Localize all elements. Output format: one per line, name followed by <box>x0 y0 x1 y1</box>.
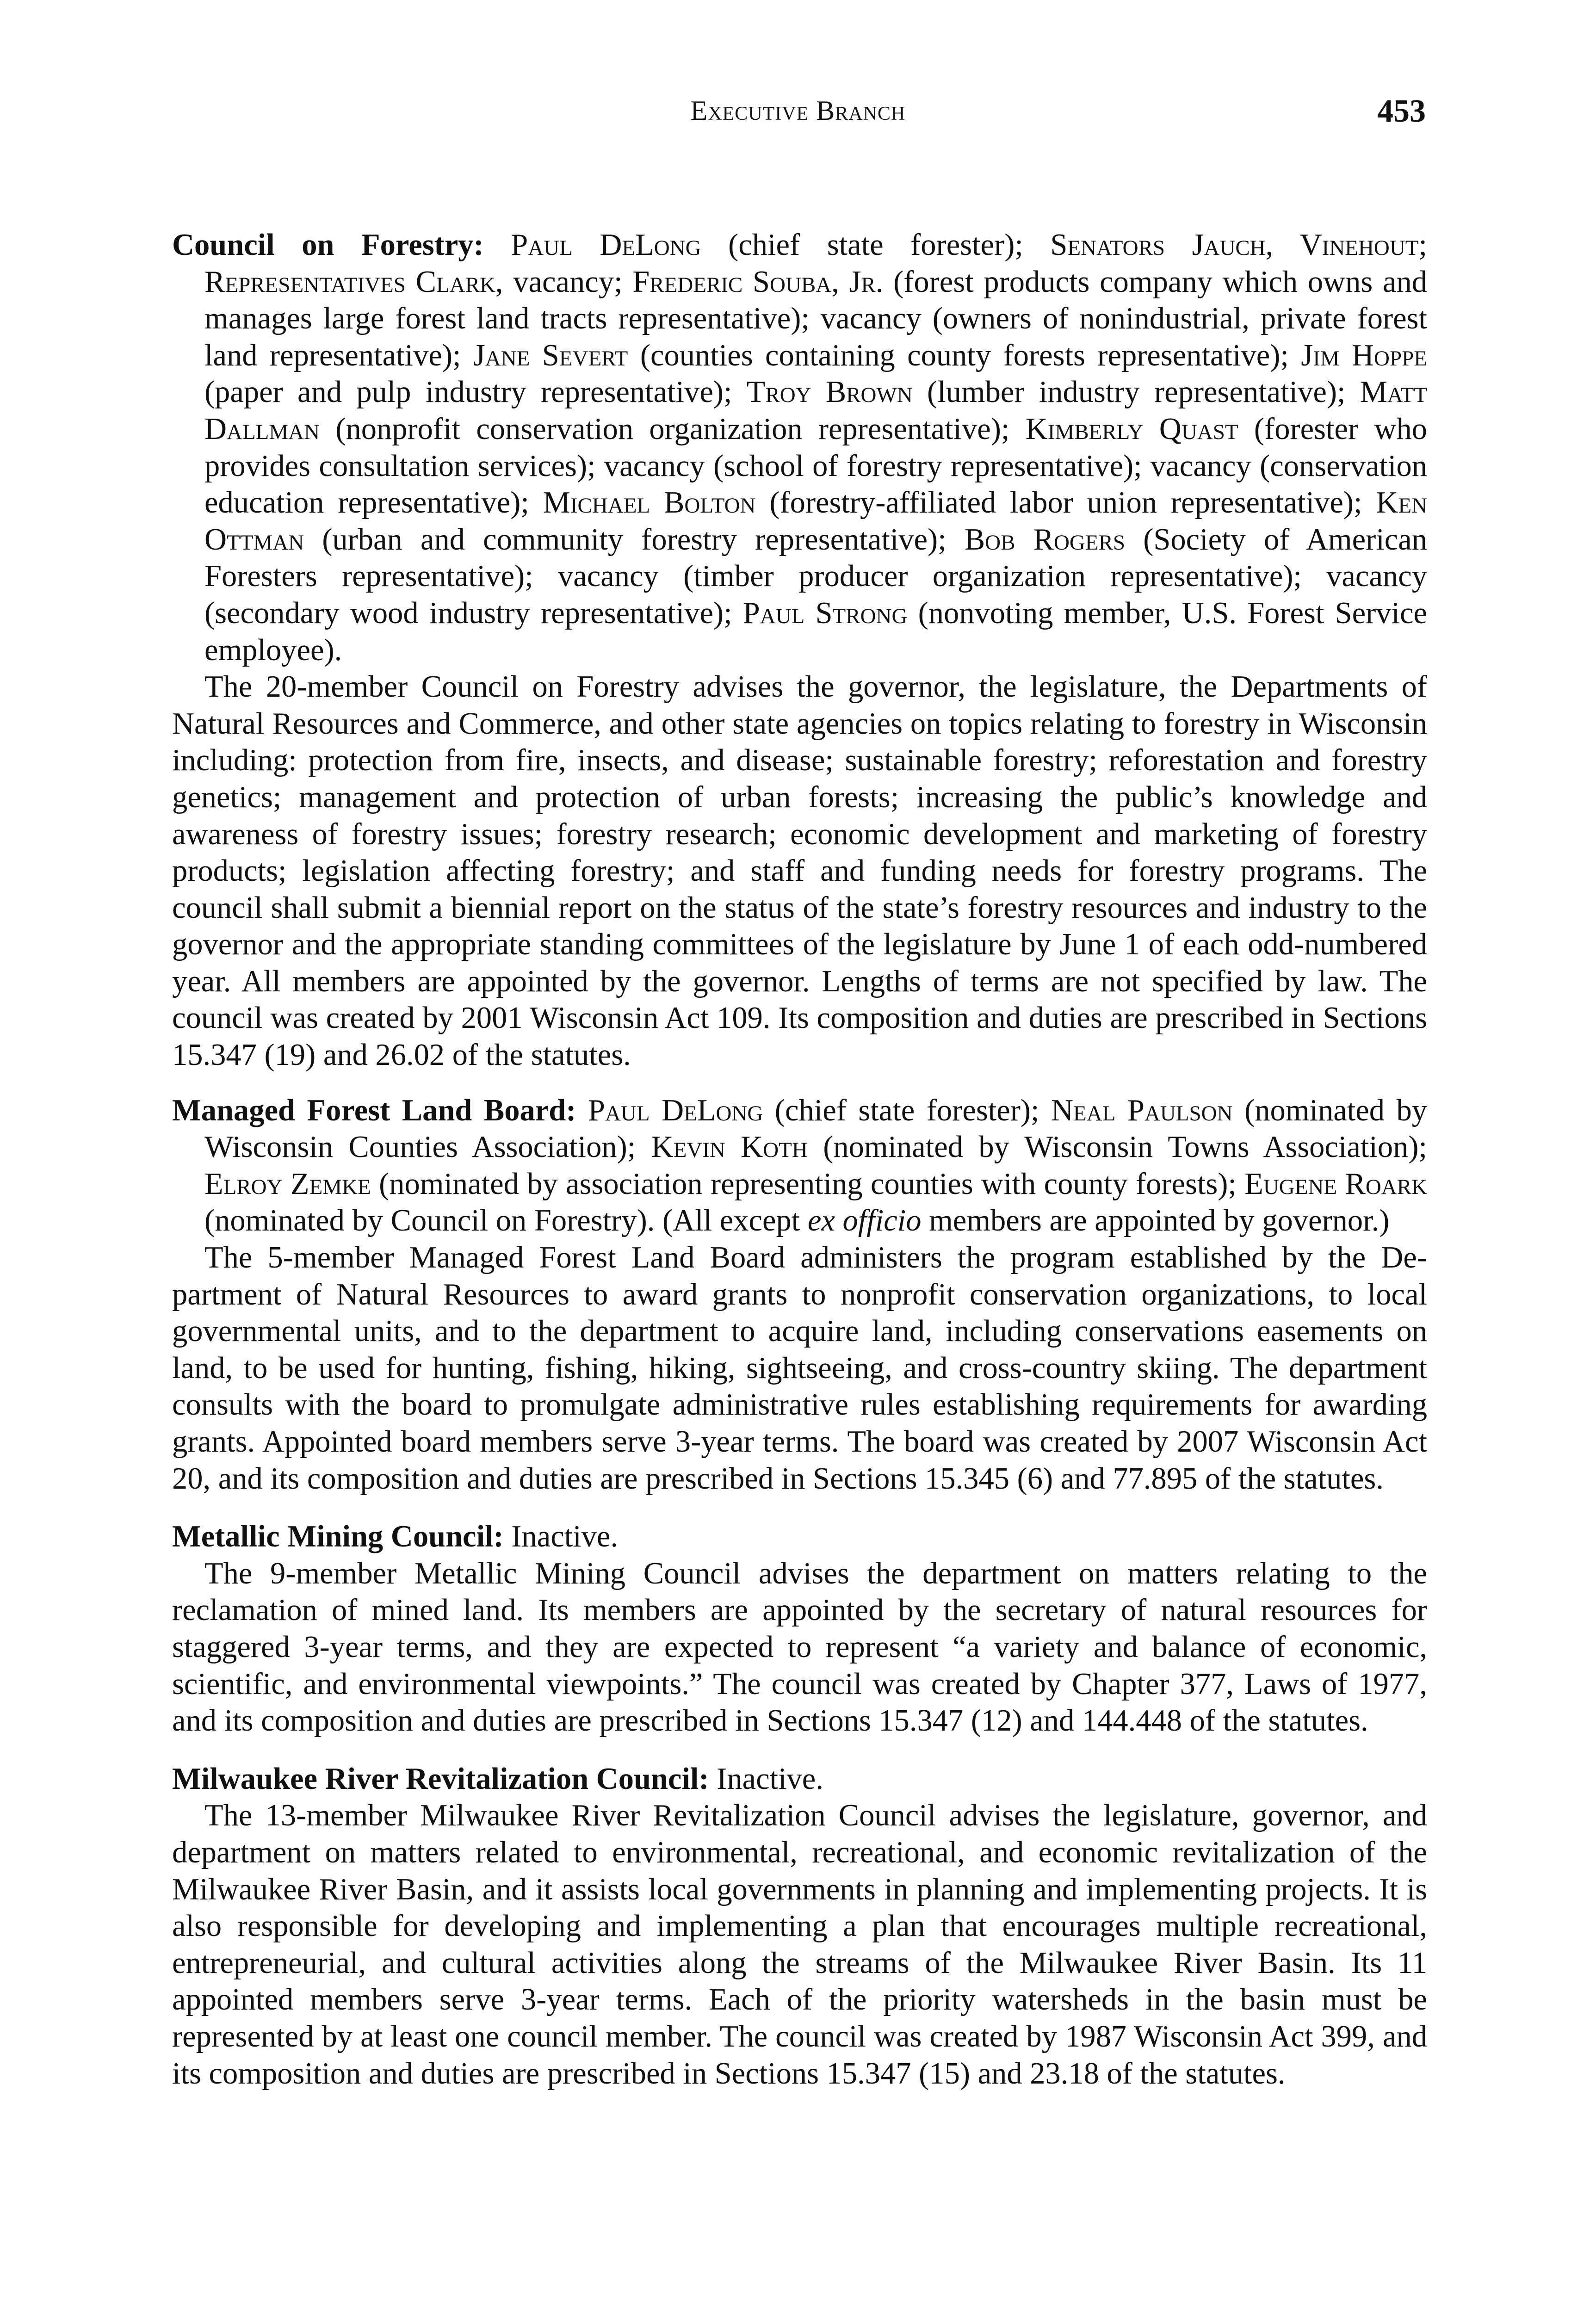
milwaukee-river-revitalization-council-description: The 13-member Milwaukee River Revitalization Council advises the legislature, governor, and department on matters related to environmental, recreational, and economic revitalization of the Milwaukee River Basin, and it assists local governments in planning and implementing projects. It is also responsible for developing and implementing a plan that encourages multiple recreational, entrepreneurial, and cultural activities along the streams of the Milwaukee River Basin. Its 11 appointed members serve 3-year terms. Each of the priority watersheds in the basin must be represented by at least one council member. The council was created by 1987 Wisconsin Act 399, and its composition and duties are prescribed in Sections 15.347 (15) and 23.18 of the statutes. <box>172 1799 1427 2090</box>
member-name: Paul Strong <box>742 596 908 630</box>
metallic-mining-council-status: Inactive. <box>503 1520 619 1554</box>
member-name: Bob Rogers <box>964 522 1126 557</box>
section-gap <box>172 1074 1427 1092</box>
member-name: Matt Dallman <box>204 375 1427 446</box>
member-text: (paper and pulp industry representative); <box>204 375 747 409</box>
council-on-forestry-description: The 20-member Council on Forestry advises the governor, the legislature, the Departments of Natural Resources and Commerce, and other state agencies on topics relating to forestry in Wisconsin including: protection from fire, insects, and disease; sustainable forestry; reforestation and forestry genetics; management and protection of urban forests; increasing the public’s knowledge and awareness of forestry issues; forestry research; economic development and marketing of forestry products; legislation affecting forestry; and staff and funding needs for forestry programs. The council shall submit a biennial report on the status of the state’s forestry resources and industry to the governor and the appropriate standing committees of the legislature by June 1 of each odd-numbered year. All members are appointed by the governor. Lengths of terms are not specified by law. The council was created by 2001 Wisconsin Act 109. Its composition and duties are prescribed in Sections 15.347 (19) and 26.02 of the statutes. <box>172 670 1427 1072</box>
running-title: Executive Branch <box>690 95 906 126</box>
member-text: (nominated by Wisconsin Counties Association); <box>204 1093 1427 1164</box>
member-text: (forestry-affiliated labor union representative); <box>755 486 1376 520</box>
member-name: Representatives Clark <box>204 265 495 299</box>
member-text <box>484 228 511 262</box>
section-gap <box>172 1739 1427 1761</box>
member-text: (chief state forester); <box>763 1093 1052 1127</box>
page-body <box>172 227 1427 2092</box>
council-on-forestry-entry <box>172 227 1427 668</box>
member-text: (nominated by association representing counties with county forests); <box>371 1167 1245 1201</box>
milwaukee-river-revitalization-council-entry <box>172 1761 1427 1798</box>
member-text: (forester who provides consultation services); vacancy (school of forestry representative); vacancy (conservation education representative); <box>204 412 1427 520</box>
council-on-forestry-heading: Council on Forestry: <box>172 228 484 262</box>
metallic-mining-council-heading: Metallic Mining Council: <box>172 1520 504 1554</box>
member-text: ex officio <box>807 1204 922 1238</box>
member-text: (nonvoting member, U.S. Forest Service employee). <box>204 596 1427 667</box>
milwaukee-river-revitalization-council-status: Inactive. <box>709 1762 823 1796</box>
council-on-forestry-members <box>204 228 1427 667</box>
member-text <box>576 1094 588 1127</box>
member-text: (nominated by Wisconsin Towns Association); <box>807 1130 1427 1164</box>
member-name: Michael Bolton <box>543 486 756 520</box>
running-head <box>0 95 1596 136</box>
member-name: Jane Severt <box>473 338 628 372</box>
member-name: Paul DeLong <box>588 1093 763 1127</box>
member-text: members are appointed by governor.) <box>921 1204 1390 1238</box>
member-name: Troy Brown <box>746 375 913 409</box>
member-name: Neal Paulson <box>1051 1093 1233 1127</box>
managed-forest-land-board-entry <box>172 1092 1427 1239</box>
member-name: Kevin Koth <box>651 1130 808 1164</box>
managed-forest-land-board-heading: Managed Forest Land Board: <box>172 1093 576 1127</box>
member-name: Eugene Roark <box>1244 1167 1427 1201</box>
member-text: (chief state forester); <box>701 228 1051 262</box>
member-text: (nonprofit conservation organization representative); <box>320 412 1026 446</box>
page-number: 453 <box>1377 93 1426 129</box>
member-text: (urban and community forestry representative); <box>304 522 965 557</box>
member-text: (counties containing county forests representative); <box>628 338 1301 372</box>
member-name: Jim Hoppe <box>1301 338 1427 372</box>
metallic-mining-council-description: The 9-member Metallic Mining Council advises the department on matters relating to the reclamation of mined land. Its members are appointed by the secretary of natural resources for staggered 3-year terms, and they are expected to represent “a variety and balance of economic, scientific, and environmental viewpoints.” The council was created by Chapter 377, Laws of 1977, and its composition and duties are prescribed in Sections 15.347 (12) and 144.448 of the statutes. <box>172 1556 1427 1738</box>
milwaukee-river-revitalization-council-heading: Milwaukee River Revitalization Council: <box>172 1762 709 1796</box>
member-text: (lumber industry representative); <box>912 375 1360 409</box>
member-text: (Society of American Foresters representative); vacancy (timber producer organization representative); vacancy (secondary wood industry representative); <box>204 522 1427 630</box>
member-name: Kimberly Quast <box>1025 412 1238 446</box>
member-text: , vacancy; <box>495 265 633 299</box>
section-gap <box>172 1497 1427 1518</box>
member-name: Paul DeLong <box>511 228 701 262</box>
member-name: Frederic Souba, Jr. <box>632 265 884 299</box>
member-text: (forest products company which owns and manages large forest land tracts representative); vacancy (owners of nonindustrial, private forest land representative); <box>204 265 1427 372</box>
managed-forest-land-board-description: The 5-member Managed Forest Land Board administers the program established by the Department of Natural Resources to award grants to nonprofit conservation organizations, to local governmental units, and to the department to acquire land, including conservations easements on land, to be used for hunting, fishing, hiking, sightseeing, and cross-country skiing. The department consults with the board to promulgate administrative rules establishing requirements for awarding grants. Appointed board members serve 3-year terms. The board was created by 2007 Wisconsin Act 20, and its composition and duties are prescribed in Sections 15.345 (6) and 77.895 of the statutes. <box>172 1241 1427 1496</box>
member-text: (nominated by Council on Forestry). (All except <box>204 1204 808 1238</box>
member-name: Senators Jauch, Vinehout <box>1050 228 1419 262</box>
metallic-mining-council-entry <box>172 1518 1427 1555</box>
member-name: Elroy Zemke <box>204 1167 371 1201</box>
member-name: Ken Ottman <box>204 486 1428 557</box>
member-text: ; <box>1418 228 1427 262</box>
